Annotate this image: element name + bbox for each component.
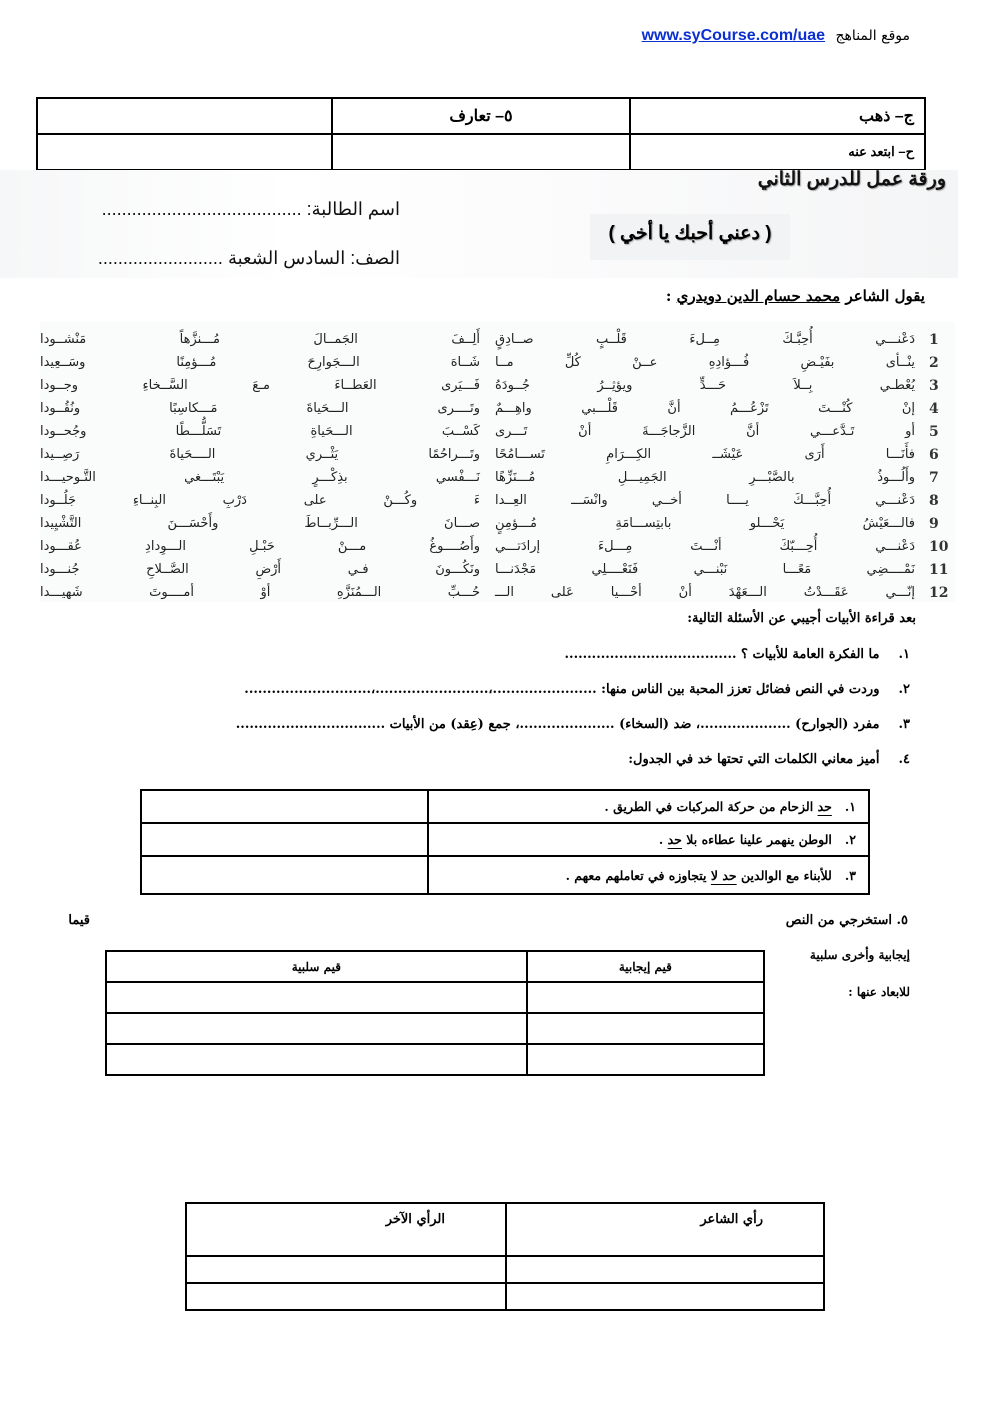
verse-first-half: دَعْنـــي أُحِبَّـــكَ يــــا أخــي وانْسَـــ العِــدا xyxy=(495,493,915,508)
table-cell: ٥– تعارف xyxy=(332,98,629,134)
question-4 xyxy=(140,752,910,767)
sentence-text: الوطن ينهمر علينا عطاءه بلا xyxy=(681,832,832,847)
row-number: ٢. xyxy=(844,832,856,847)
verse-number: 3 xyxy=(929,378,939,394)
table-row xyxy=(106,1044,764,1075)
vocabulary-table xyxy=(36,97,926,171)
meanings-table xyxy=(140,789,870,895)
negative-value-cell[interactable] xyxy=(106,1044,527,1075)
poem-verse xyxy=(40,493,955,516)
verse-number: 2 xyxy=(929,355,939,371)
values-instruction: ٥. استخرجي من النص xyxy=(785,913,908,928)
verse-number: 11 xyxy=(929,562,949,578)
poet-name: محمد حسام الدين دويدري xyxy=(676,287,841,305)
verse-number: 9 xyxy=(929,516,939,532)
poet-opinion-cell[interactable] xyxy=(506,1256,824,1283)
question-number: ١. xyxy=(898,647,910,662)
values-instruction-cont: إيجابية وأخرى سلبية xyxy=(809,948,910,962)
poem-verse xyxy=(40,447,955,470)
underlined-word: حد xyxy=(667,832,682,847)
verse-number: 5 xyxy=(929,424,939,440)
negative-value-cell[interactable] xyxy=(106,1013,527,1044)
verse-number: 7 xyxy=(929,470,939,486)
table-row xyxy=(37,134,925,170)
positive-values-header: قيم إيجابية xyxy=(527,951,764,982)
verse-second-half: حُـــبِّ الـــمُنَزَّهِ أوْ أمــــوتَ شَهيـــدا xyxy=(40,585,480,600)
verse-first-half: يُعْطـي بِــلاَ حَـــدٍّ ويؤثِــرُ جُــودَهُ xyxy=(495,378,915,393)
verse-first-half: وأَلُـــوذُ بالصَّبْـــرِ الجَمِيـــلِ مُـــنَزِّهًا xyxy=(495,470,915,485)
student-name-label: اسم الطالبة: xyxy=(306,199,400,219)
verse-first-half: نَمْــــضِي مَعًـــا نَبْنـــي فَنَعْــــلِي مَجْدَنـــا xyxy=(495,562,915,577)
site-label: موقع المناهج xyxy=(835,28,910,44)
values-table xyxy=(105,950,765,1076)
verse-number: 8 xyxy=(929,493,939,509)
table-row xyxy=(106,1013,764,1044)
values-instruction-cont: قيما xyxy=(68,913,90,928)
sentence-text: الزحام من حركة المركبات في الطريق . xyxy=(604,799,818,814)
question-text[interactable]: وردت في النص فضائل تعزز المحبة بين الناس منها: .......................،.........................،............................ xyxy=(244,682,880,697)
question-text[interactable]: مفرد (الجوارح) ....................، ضد (السخاء) .....................، جمع (عِقد) من الأبيات ................................. xyxy=(235,717,880,732)
opinion-table xyxy=(185,1202,825,1311)
verse-first-half: فأَنَـــا أَرَى عَيْشَــ الكِـــرَامِ تَســـامُحًا xyxy=(495,447,915,462)
answer-cell[interactable] xyxy=(141,856,428,894)
verse-second-half: صـــانَ الـــرِّبــاطَ وأَحْسَـــنَ التَّشْيِيدا xyxy=(40,516,480,531)
values-instruction-cont: للابعاد عنها : xyxy=(848,985,910,999)
verse-first-half: إنّـــي عَقَـــدْتُ الـــعَهْدَ أنْ أحْـــيا عَلى الـــ xyxy=(495,585,915,600)
class-blank[interactable]: ......................... xyxy=(97,248,223,268)
question-1[interactable] xyxy=(140,647,910,662)
verse-number: 4 xyxy=(929,401,939,417)
verse-first-half: فالـــعَيْشُ يَحْـــلو بابتِســـامَةِ مُـــؤمِنٍ xyxy=(495,516,915,531)
sentence-text: يتجاوزه في تعاملهم معهم . xyxy=(565,867,711,883)
sentence-text: . xyxy=(658,832,668,847)
answer-cell[interactable] xyxy=(141,823,428,856)
table-row xyxy=(141,856,869,894)
table-cell: ح– ابتعد عنه xyxy=(630,134,925,170)
table-row xyxy=(106,982,764,1013)
underlined-word: حد لا xyxy=(710,867,737,883)
negative-values-header: قيم سلبية xyxy=(106,951,527,982)
row-number: ١. xyxy=(844,799,856,814)
class-field[interactable] xyxy=(40,248,400,269)
verse-second-half: فَـــيَرى العَطــاءَ مـعَ السَّــخاءِ وجــودا xyxy=(40,378,480,393)
poem-verse xyxy=(40,562,955,585)
poem-verse xyxy=(40,355,955,378)
table-cell xyxy=(332,134,629,170)
verse-number: 12 xyxy=(929,585,949,601)
other-opinion-cell[interactable] xyxy=(186,1256,506,1283)
poet-suffix: : xyxy=(665,287,672,305)
poem-verse xyxy=(40,470,955,493)
poem-block xyxy=(40,322,955,602)
worksheet-title: ورقة عمل للدرس الثاني xyxy=(757,169,946,190)
sentence-cell xyxy=(428,823,869,856)
poet-opinion-header: رأي الشاعر xyxy=(506,1203,824,1256)
verse-second-half: نَـــفْسي بذِكْـــرٍ يَبْتَـــغي التَّـوحيـــدا xyxy=(40,470,480,485)
student-name-blank[interactable]: ........................................ xyxy=(101,199,302,219)
question-number: ٣. xyxy=(898,717,910,732)
underlined-word: حد xyxy=(817,799,832,814)
poem-verse xyxy=(40,401,955,424)
verse-first-half: أو تَـدَّعـــي أنَّ الزَّجاجَـــةَ أنْ تَـــرى xyxy=(495,424,915,439)
verse-first-half: دَعْنـــي أُحِبَّـكَ مِــلءَ قَلْــبٍ صــادِقٍ xyxy=(495,332,915,347)
poem-verse xyxy=(40,539,955,562)
site-header xyxy=(620,27,910,51)
verse-second-half: وتَـــراحُمًا يَثْــري الــــحَياةَ رَصِــيدا xyxy=(40,447,480,462)
poem-verse xyxy=(40,378,955,401)
table-header-row xyxy=(106,951,764,982)
question-text: أميز معاني الكلمات التي تحتها خد في الجدول: xyxy=(628,752,880,767)
table-header-row xyxy=(186,1203,824,1256)
row-number: ٣. xyxy=(844,867,856,883)
question-text[interactable]: ما الفكرة العامة للأبيات ؟ ...................................... xyxy=(564,647,880,662)
sentence-cell xyxy=(428,790,869,823)
table-row xyxy=(141,823,869,856)
poet-prefix: يقول الشاعر xyxy=(845,287,925,305)
verse-first-half: ينْــأى بفَيْـضِ فُـــؤادِهِ عــنْ كُلِّ مــا xyxy=(495,355,915,370)
lesson-title: ( دعني أحبك يا أخي ) xyxy=(590,214,790,260)
other-opinion-header: الرأي الآخر xyxy=(186,1203,506,1256)
question-number: ٤. xyxy=(898,752,910,767)
poem-verse xyxy=(40,424,955,447)
verse-second-half: كَسْــبَ الـــحَياةِ تَسَلُّـــطًا وجُحــودا xyxy=(40,424,480,439)
question-3[interactable] xyxy=(140,717,910,732)
verse-second-half: ءَ وكُـــنْ على دَرْبِ البِنــاءِ جَلُــودا xyxy=(40,493,480,508)
table-cell: ج– ذهب xyxy=(630,98,925,134)
question-number: ٢. xyxy=(898,682,910,697)
table-row xyxy=(186,1256,824,1283)
verse-second-half: ونَكُـــونَ فـي أَرْضِ الصَّــلاحِ جُنـــودا xyxy=(40,562,480,577)
other-opinion-cell[interactable] xyxy=(186,1283,506,1310)
questions-intro: بعد قراءة الأبيات أجيبي عن الأسئلة التالية: xyxy=(687,611,916,626)
verse-second-half: وأَصُــــوغُ مـــنْ حَبْـلِ الـــوِدادِ عُقـــودا xyxy=(40,539,480,554)
positive-value-cell[interactable] xyxy=(527,1044,764,1075)
student-name-field[interactable] xyxy=(40,199,400,220)
verse-first-half: دَعْنـــي أُحِـــبّكَ أنْـــتَ مِـــلءَ إرادَتـــي xyxy=(495,539,915,554)
verse-number: 6 xyxy=(929,447,939,463)
table-row xyxy=(141,790,869,823)
verse-first-half: إنْ كُنْـــتَ تَزْعُـــمُ أنَّ قَلْـــبي واهِـــمٌ xyxy=(495,401,915,416)
poem-verse xyxy=(40,332,955,355)
negative-value-cell[interactable] xyxy=(106,982,527,1013)
sentence-cell xyxy=(428,856,869,894)
question-2[interactable] xyxy=(140,682,910,697)
verse-second-half: وتَــــرى الـــحَياةَ مَـــكاسِبًا ونُقُــودا xyxy=(40,401,480,416)
table-cell xyxy=(37,98,332,134)
table-cell xyxy=(37,134,332,170)
table-row xyxy=(37,98,925,134)
poem-verse xyxy=(40,585,955,608)
table-row xyxy=(186,1283,824,1310)
poet-opinion-cell[interactable] xyxy=(506,1283,824,1310)
verse-number: 1 xyxy=(929,332,939,348)
poet-line xyxy=(500,287,925,305)
answer-cell[interactable] xyxy=(141,790,428,823)
positive-value-cell[interactable] xyxy=(527,1013,764,1044)
site-link[interactable]: www.syCourse.com/uae xyxy=(641,27,826,44)
verse-second-half: أَلِــفَ الجَمــالَ مُـــنزَّهاً مَنْشــودا xyxy=(40,332,480,347)
poem-verse xyxy=(40,516,955,539)
class-label: الصف: السادس الشعبة xyxy=(227,248,400,268)
positive-value-cell[interactable] xyxy=(527,982,764,1013)
sentence-text: للأبناء مع الوالدين xyxy=(736,867,832,883)
verse-second-half: شَــاهَ الـــجَوارِحَ مُـــؤمِنًا وسَــعِيدا xyxy=(40,355,480,370)
verse-number: 10 xyxy=(929,539,949,555)
